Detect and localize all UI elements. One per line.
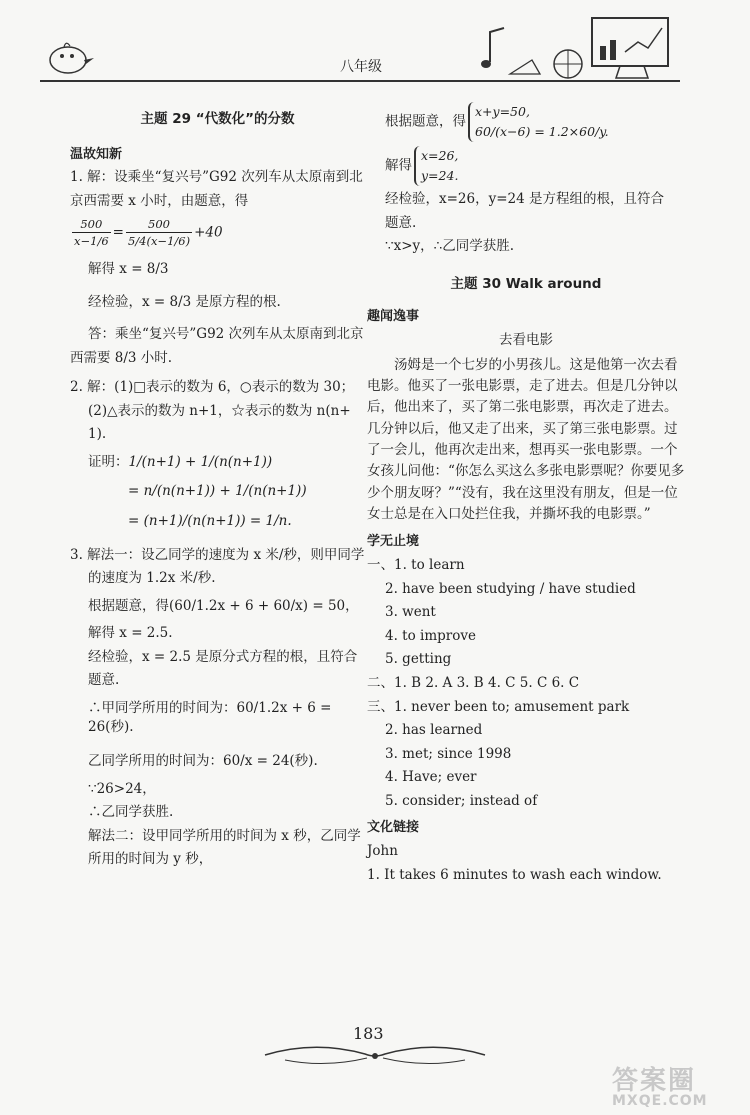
check-b: 题意. — [385, 214, 417, 231]
system1-eq2: 60/(x−6) = 1.2×60/y. — [475, 124, 609, 139]
system1 — [367, 102, 685, 142]
s3-item1: 三、1. never been to; amusement park — [367, 698, 630, 715]
q2-part2b: 1). — [88, 426, 107, 443]
q3-line-c: 根据题意，得(60/1.2x + 6 + 60/x) = 50， — [88, 597, 359, 614]
s1-item3: 3. went — [385, 604, 436, 621]
culture-heading: 文化链接 — [367, 820, 420, 836]
q2-part1: 2. 解：(1)□表示的数为 6，○表示的数为 30； — [70, 379, 355, 396]
q1-frac2-num: 500 — [126, 216, 192, 234]
q1-solve: 解得 x = 8/3 — [88, 260, 169, 277]
q1-frac1-num: 500 — [72, 216, 111, 234]
s3-item4: 4. Have; ever — [385, 769, 477, 786]
system1-eq1: x+y=50, — [475, 104, 530, 119]
watermark — [612, 1060, 708, 1109]
system2-brace — [414, 146, 458, 186]
q1-frac1-den: x−1/6 — [74, 234, 109, 249]
s1-item5: 5. getting — [385, 651, 452, 668]
q3-line-b: 的速度为 1.2x 米/秒. — [88, 570, 216, 587]
story-text: 汤姆是一个七岁的小男孩儿。这是他第一次去看电影。他买了一张电影票，走了进去。但是几分钟以后，他出来了，买了第二张电影票，再次走了进去。几分钟以后，他又走了出来，买了第三张电影票。过了一会儿，他再次走出来，想再买一张电影票。一个女孩儿问他：“你怎么买这么多张电影票呢？你要见多少个朋友呀？”“没有，我在这里没有朋友，但是一位女士总是在入口处拦住我，并撕坏我的电影票。” — [367, 356, 685, 522]
q1-equation: $\frac{500}{x-1/6}$ = $\frac{500}{5/4(x-1/6)}$ +40 — [74, 216, 223, 249]
ornament-icon — [255, 1040, 495, 1070]
q3-line-a: 3. 解法一：设乙同学的速度为 x 米/秒，则甲同学 — [70, 546, 365, 563]
q1-frac2-den: 5/4(x−1/6) — [127, 234, 191, 249]
q1-answer-b: 西需要 8/3 小时. — [70, 349, 173, 366]
review-heading: 温故知新 — [70, 146, 123, 162]
header-rule — [40, 80, 680, 82]
music-ball-computer-illustration-icon — [470, 12, 685, 82]
fun-heading: 趣闻逸事 — [367, 309, 420, 325]
q3-line-h: 乙同学所用的时间为：60/x = 24(秒). — [88, 753, 318, 769]
q1-eq-tail: +40 — [194, 224, 223, 241]
q1-line1: 1. 解：设乘坐“复兴号”G92 次列车从太原南到北 — [70, 169, 363, 186]
system2 — [367, 146, 685, 186]
watermark-sub: MXQE.COM — [612, 1093, 708, 1109]
system2-eq2: y=24. — [421, 168, 459, 183]
topic29-title: 主题 29 “代数化”的分数 — [140, 111, 295, 127]
learn-heading: 学无止境 — [367, 534, 420, 550]
q3-line-i: ∵26>24， — [88, 780, 156, 797]
q3-line-k: 解法二：设甲同学所用的时间为 x 秒，乙同学 — [88, 827, 361, 844]
system1-label: 根据题意，得 — [385, 113, 466, 130]
topic30-title: 主题 30 Walk around — [450, 275, 602, 292]
q2-proof-label: 证明： — [88, 453, 129, 470]
system1-brace — [468, 102, 609, 142]
john: John — [367, 843, 398, 860]
system2-eq1: x=26, — [421, 148, 459, 163]
q3-line-j: ∴乙同学获胜. — [88, 804, 174, 821]
q3-line-e: 经检验，x = 2.5 是原分式方程的根，且符合 — [88, 648, 358, 665]
right-column — [367, 98, 685, 889]
page-number: 183 — [353, 1024, 384, 1043]
q2-part2a: (2)△表示的数为 n+1，☆表示的数为 n(n+ — [88, 402, 351, 419]
left-column — [70, 110, 365, 874]
q1-answer-a: 答：乘坐“复兴号”G92 次列车从太原南到北京 — [88, 326, 364, 342]
check-a: 经检验，x=26，y=24 是方程组的根，且符合 — [385, 191, 665, 207]
s3-item3: 3. met; since 1998 — [385, 745, 512, 762]
watermark-main: 答案圈 — [612, 1066, 697, 1096]
s3-item2: 2. has learned — [385, 722, 483, 739]
culture-item1: 1. It takes 6 minutes to wash each window. — [367, 866, 662, 883]
q2-proof-line1 — [70, 453, 365, 473]
story-title: 去看电影 — [499, 332, 553, 349]
grade-title: 八年级 — [340, 59, 382, 75]
s2-answers: 二、1. B 2. A 3. B 4. C 5. C 6. C — [367, 674, 580, 691]
s1-item4: 4. to improve — [385, 627, 476, 644]
q1-line2: 京西需要 x 小时，由题意，得 — [70, 192, 249, 209]
bird-illustration-icon — [40, 38, 100, 78]
q2-proof-expr1: 1/(n+1) + 1/(n(n+1)) — [128, 453, 273, 470]
q2-proof-line2: = n/(n(n+1)) + 1/(n(n+1)) — [128, 483, 307, 500]
system2-label: 解得 — [385, 157, 412, 174]
s1-item1: 一、1. to learn — [367, 557, 465, 574]
q3-line-g: ∴甲同学所用的时间为：60/1.2x + 6 = 26(秒). — [88, 699, 332, 736]
q3-line-f: 题意. — [88, 672, 120, 689]
s1-item2: 2. have been studying / have studied — [385, 580, 636, 597]
s3-item5: 5. consider; instead of — [385, 792, 538, 809]
q3-line-d: 解得 x = 2.5. — [88, 625, 173, 642]
q2-proof-line3: = (n+1)/(n(n+1)) = 1/n. — [128, 512, 292, 529]
story — [367, 355, 685, 526]
q1-check: 经检验，x = 8/3 是原方程的根. — [88, 294, 281, 311]
q3-line-l: 所用的时间为 y 秒， — [88, 851, 213, 868]
conclusion: ∵x>y，∴乙同学获胜. — [385, 238, 515, 255]
